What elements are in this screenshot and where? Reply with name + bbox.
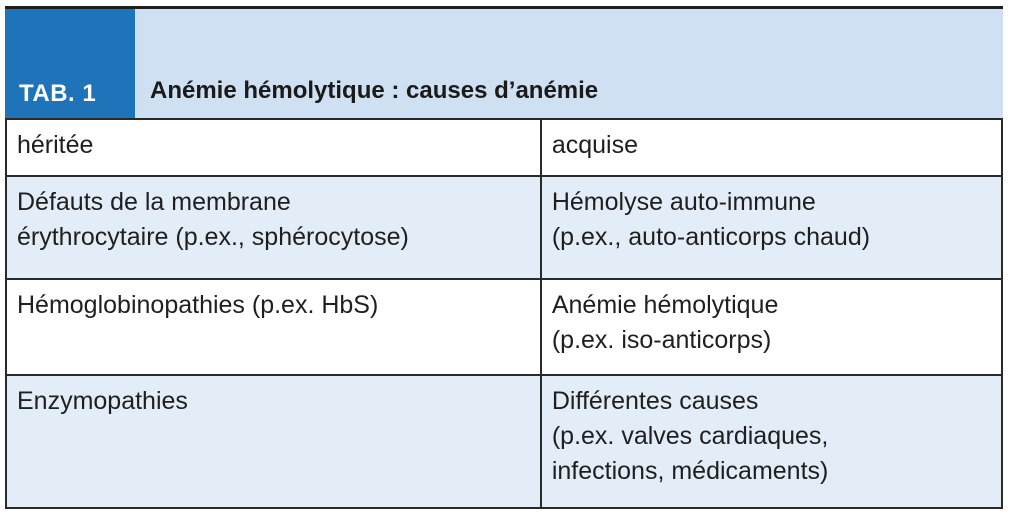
table-body (5, 118, 1003, 509)
table-row (7, 177, 1001, 280)
table-cell-acquired: Anémie hémolytique (p.ex. iso-anticorps) (551, 291, 779, 354)
table-cell-inherited: Défauts de la membrane érythrocytaire (p.ex., sphérocytose) (7, 177, 542, 278)
column-header-acquired: acquise (551, 131, 639, 159)
table-row (7, 280, 1001, 376)
column-header-inherited: héritée (7, 120, 542, 175)
column-header-row (7, 120, 1001, 177)
table-cell-inherited: Hémoglobinopathies (p.ex. HbS) (7, 280, 542, 374)
table-header (5, 6, 1003, 118)
table-cell-acquired: Hémolyse auto-immune (p.ex., auto-anticorps chaud) (551, 188, 871, 251)
table-cell-inherited: Enzymopathies (7, 376, 542, 507)
tab-badge (5, 9, 135, 118)
table-title: Anémie hémolytique : causes d’anémie (150, 77, 599, 104)
table-cell-acquired: Différentes causes (p.ex. valves cardiaques, infections, médicaments) (551, 387, 829, 485)
table-row (7, 376, 1001, 509)
tab-number: TAB. 1 (19, 80, 97, 107)
causes-table (5, 6, 1003, 508)
